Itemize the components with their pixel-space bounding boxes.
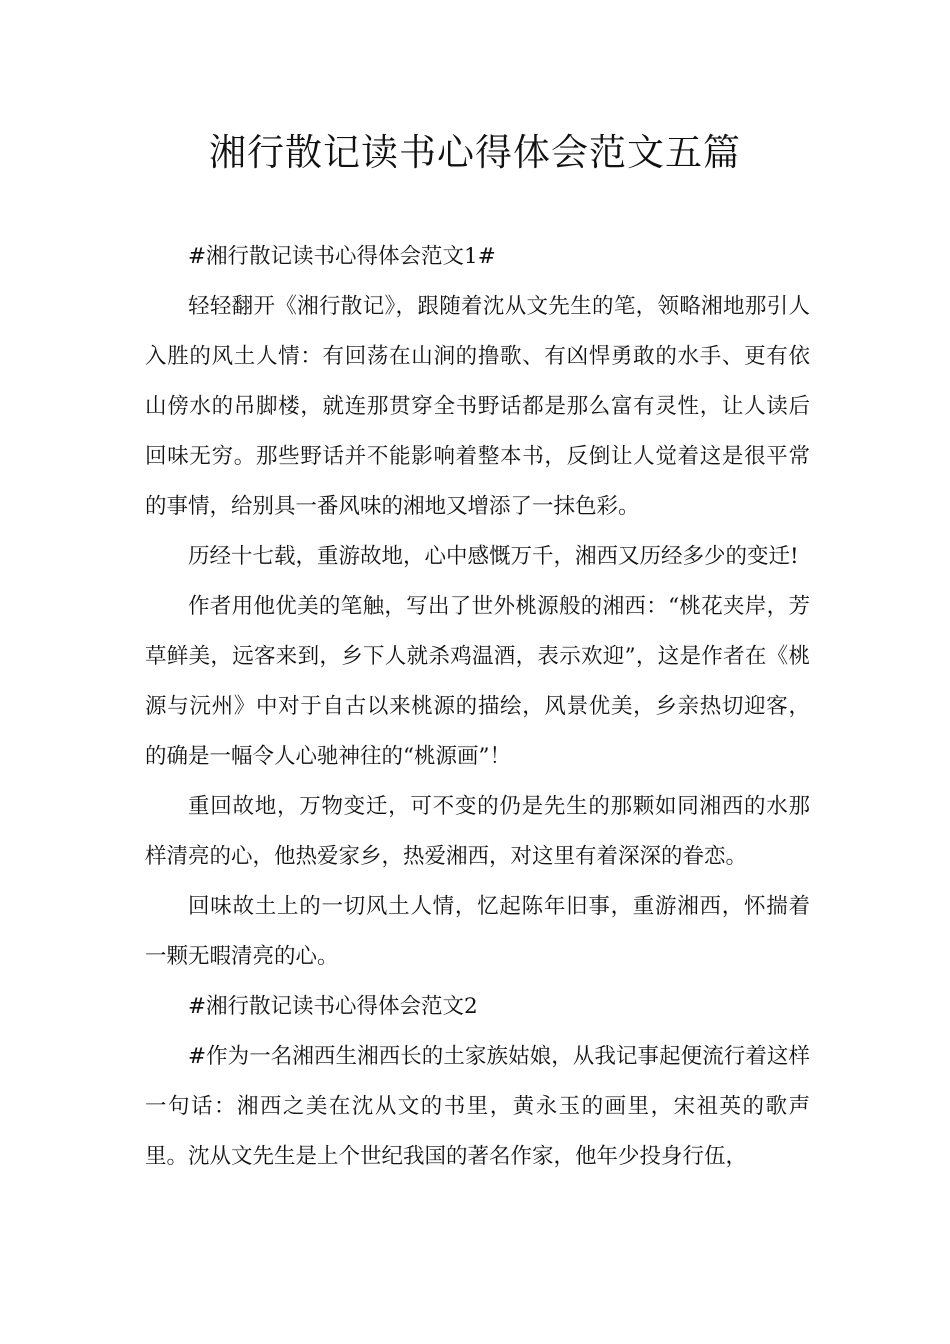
- section-heading-2: #湘行散记读书心得体会范文2: [188, 994, 478, 1019]
- paragraph: 历经十七载，重游故地，心中感慨万千，湘西又历经多少的变迁!: [188, 544, 799, 569]
- paragraph: 重回故地，万物变迁，可不变的仍是先生的那颗如同湘西的水那样清亮的心，他热爱家乡，热爱湘西，对这里有着深深的眷恋。: [145, 794, 810, 869]
- document-body: [145, 232, 810, 1182]
- paragraph: 作者用他优美的笔触，写出了世外桃源般的湘西：“桃花夹岸，芳草鲜美，远客来到，乡下人就杀鸡温酒，表示欢迎”，这是作者在《桃源与沅州》中对于自古以来桃源的描绘，风景优美，乡亲热切迎客，的确是一幅令人心驰神往的“桃源画”！: [145, 594, 810, 769]
- document-title: 湘行散记读书心得体会范文五篇: [209, 131, 741, 174]
- section-heading-1: #湘行散记读书心得体会范文1#: [188, 244, 496, 269]
- paragraph: 回味故土上的一切风土人情，忆起陈年旧事，重游湘西，怀揣着一颗无暇清亮的心。: [145, 894, 810, 969]
- paragraph: 轻轻翻开《湘行散记》，跟随着沈从文先生的笔，领略湘地那引人入胜的风土人情：有回荡在山涧的撸歌、有凶悍勇敢的水手、更有依山傍水的吊脚楼，就连那贯穿全书野话都是那么富有灵性，让人读后回味无穷。那些野话并不能影响着整本书，反倒让人觉着这是很平常的事情，给别具一番风味的湘地又增添了一抹色彩。: [145, 294, 810, 519]
- paragraph: #作为一名湘西生湘西长的土家族姑娘，从我记事起便流行着这样一句话：湘西之美在沈从文的书里，黄永玉的画里，宋祖英的歌声里。沈从文先生是上个世纪我国的著名作家，他年少投身行伍，: [145, 1044, 810, 1169]
